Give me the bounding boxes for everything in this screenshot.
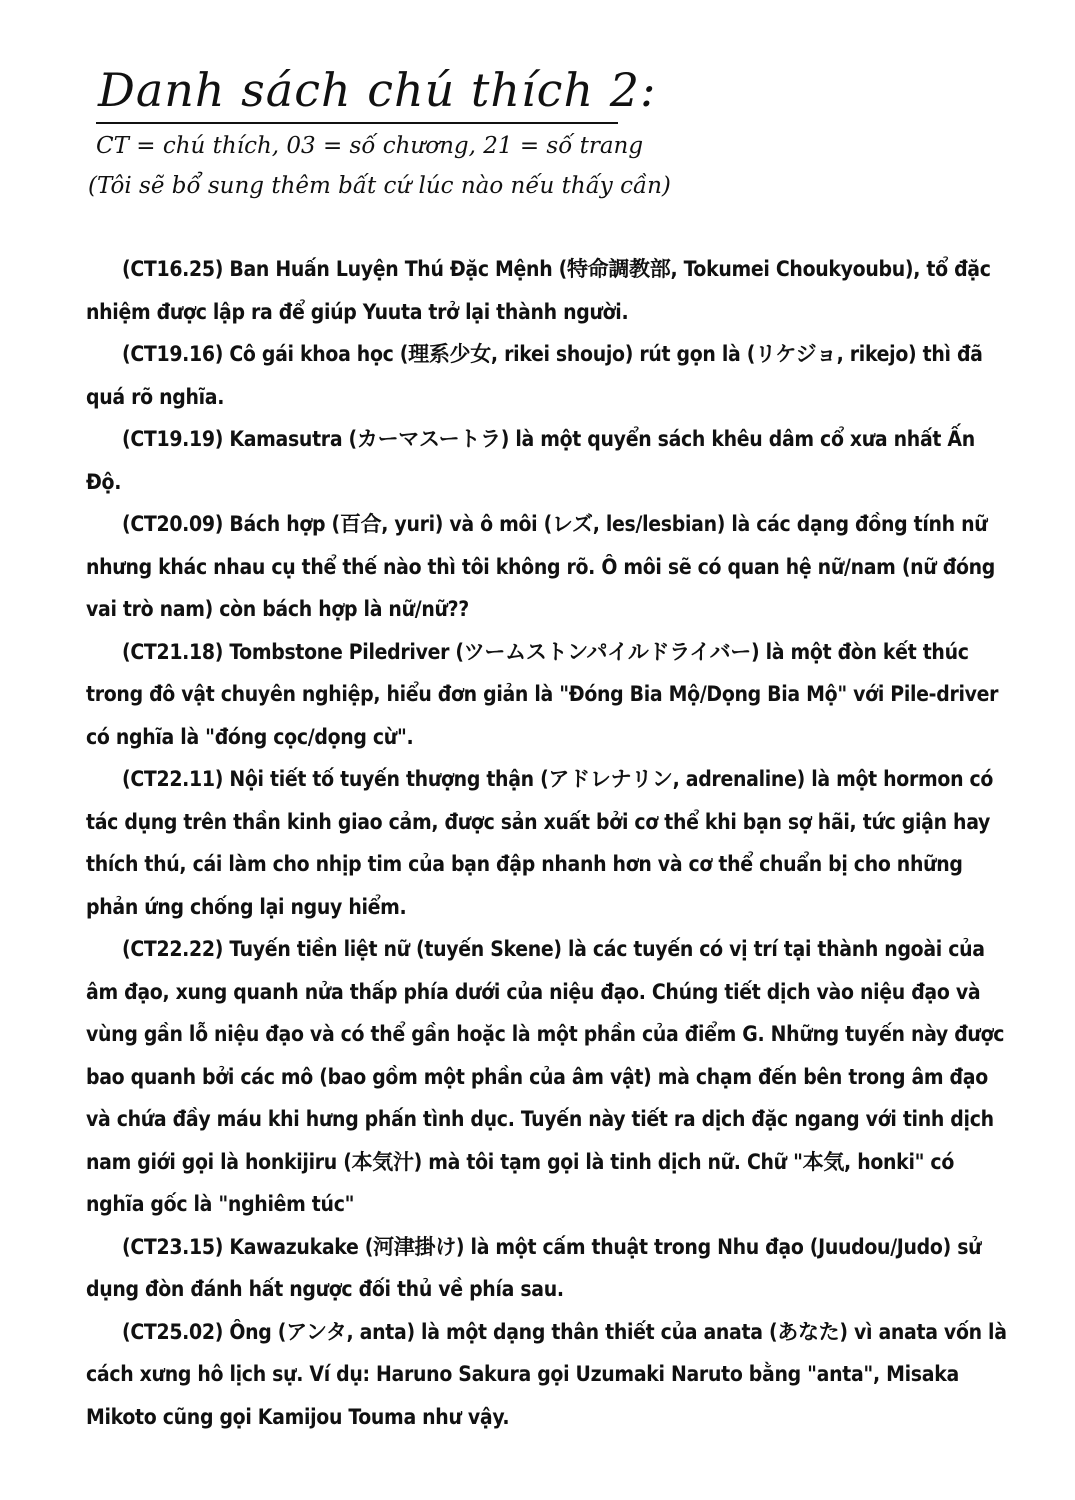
note-ct20-09: (CT20.09) Bách hợp (百合, yuri) và ô môi (レズ, les/lesbian) là các dạng đồng tính nữ nhưng khác nhau cụ thể thế nào thì tôi không rõ. Ô môi sẽ có quan hệ nữ/nam (nữ đóng vai trò nam) còn bách hợp là nữ/nữ?? <box>86 512 996 621</box>
note-ct19-16: (CT19.16) Cô gái khoa học (理系少女, rikei shoujo) rút gọn là (リケジョ, rikejo) thì đã quá rõ nghĩa. <box>86 342 983 409</box>
note-ct19-19: (CT19.19) Kamasutra (カーマスートラ) là một quyển sách khêu dâm cổ xưa nhất Ấn Độ. <box>86 427 975 494</box>
notes-list <box>86 248 1011 1438</box>
note-ct16-25: (CT16.25) Ban Huấn Luyện Thú Đặc Mệnh (特命調教部, Tokumei Choukyoubu), tổ đặc nhiệm được lập ra để giúp Yuuta trở lại thành người. <box>86 257 991 324</box>
note-ct23-15: (CT23.15) Kawazukake (河津掛け) là một cấm thuật trong Nhu đạo (Juudou/Judo) sử dụng đòn đánh hất ngược đối thủ về phía sau. <box>86 1234 982 1301</box>
subtitle-note: (Tôi sẽ bổ sung thêm bất cứ lúc nào nếu thấy cần) <box>88 173 671 199</box>
note-ct22-22: (CT22.22) Tuyến tiền liệt nữ (tuyến Skene) là các tuyến có vị trí tại thành ngoài của âm đạo, xung quanh nửa thấp phía dưới của niệu đạo. Chúng tiết dịch vào niệu đạo và vùng gần lỗ niệu đạo và có thể gần hoặc là một phần của điểm G. Những tuyến này được bao quanh bởi các mô (bao gồm một phần của âm vật) mà chạm đến bên trong âm đạo và chứa đầy máu khi hưng phấn tình dục. Tuyến này tiết ra dịch đặc ngang với tinh dịch nam giới gọi là honkijiru (本気汁) mà tôi tạm gọi là tinh dịch nữ. Chữ "本気, honki" có nghĩa gốc là "nghiêm túc" <box>86 937 1005 1216</box>
page-title: Danh sách chú thích 2: <box>98 63 657 117</box>
note-ct22-11: (CT22.11) Nội tiết tố tuyến thượng thận (アドレナリン, adrenaline) là một hormon có tác dụng trên thần kinh giao cảm, được sản xuất bởi cơ thể khi bạn sợ hãi, tức giận hay thích thú, cái làm cho nhịp tim của bạn đập nhanh hơn và cơ thể chuẩn bị cho những phản ứng chống lại nguy hiểm. <box>86 767 994 919</box>
note-ct21-18: (CT21.18) Tombstone Piledriver (ツームストンパイルドライバー) là một đòn kết thúc trong đô vật chuyên nghiệp, hiểu đơn giản là "Đóng Bia Mộ/Dọng Bia Mộ" với Pile-driver có nghĩa là "đóng cọc/dọng cừ". <box>86 639 999 749</box>
title-underline <box>96 122 618 124</box>
note-ct25-02: (CT25.02) Ông (アンタ, anta) là một dạng thân thiết của anata (あなた) vì anata vốn là cách xưng hô lịch sự. Ví dụ: Haruno Sakura gọi Uzumaki Naruto bằng "anta", Misaka Mikoto cũng gọi Kamijou Touma như vậy. <box>86 1319 1007 1429</box>
subtitle-legend: CT = chú thích, 03 = số chương, 21 = số trang <box>96 133 644 159</box>
header <box>86 58 686 206</box>
